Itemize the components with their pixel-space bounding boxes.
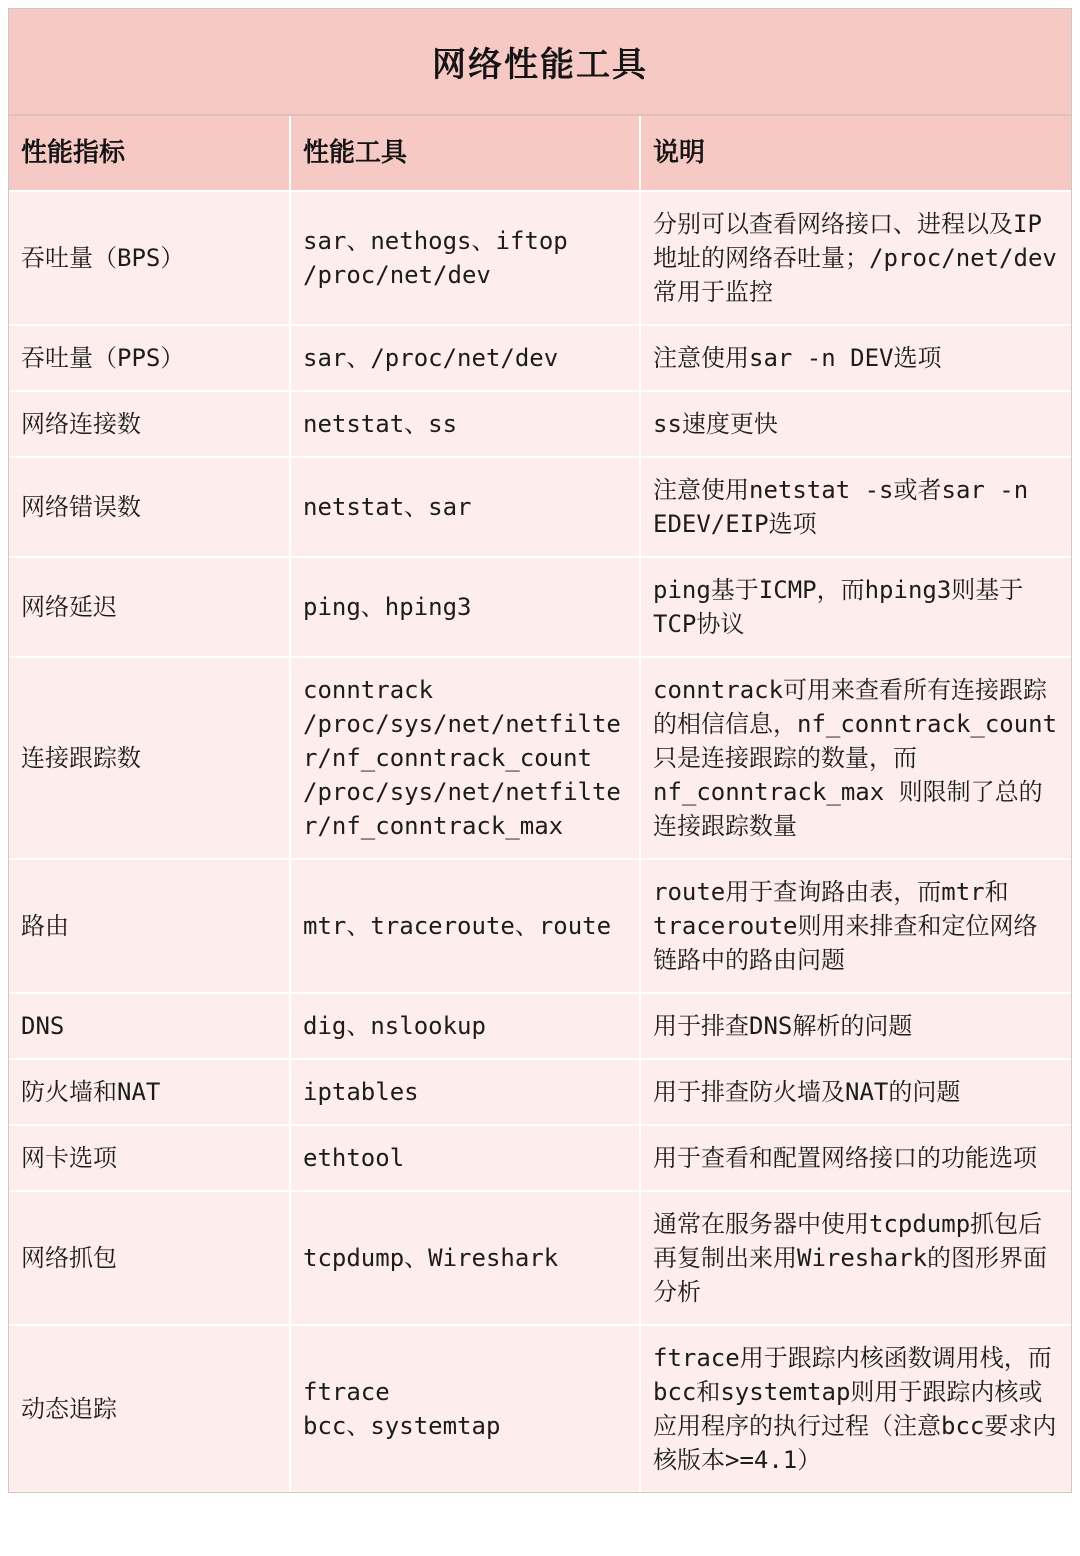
tool-line: tcpdump、Wireshark [303, 1244, 559, 1272]
metric-cell: 网络延迟 [21, 593, 117, 621]
column-header-description: 说明 [639, 116, 1071, 190]
metric-cell: 网卡选项 [21, 1144, 117, 1172]
desc-cell: ss速度更快 [639, 392, 1071, 456]
table-row [9, 656, 1071, 858]
network-performance-tools-table [8, 8, 1072, 1493]
tool-line: ethtool [303, 1144, 405, 1172]
table-row [9, 1324, 1071, 1492]
metric-cell: 动态追踪 [21, 1395, 117, 1423]
column-header-tools: 性能工具 [289, 116, 639, 190]
tool-line: ping、hping3 [303, 593, 472, 621]
tool-line: mtr、traceroute、route [303, 912, 612, 940]
metric-cell: 网络抓包 [21, 1244, 117, 1272]
desc-cell: route用于查询路由表，而mtr和traceroute则用来排查和定位网络链路中的路由问题 [639, 860, 1071, 992]
tool-line: /proc/sys/net/netfilter/nf_conntrack_count [303, 710, 621, 772]
table-row [9, 858, 1071, 992]
tool-line: sar、nethogs、iftop [303, 227, 568, 255]
table-row [9, 390, 1071, 456]
table-row [9, 190, 1071, 324]
desc-cell: 注意使用sar -n DEV选项 [639, 326, 1071, 390]
tool-line: iptables [303, 1078, 419, 1106]
tool-line: sar、/proc/net/dev [303, 344, 559, 372]
table-row [9, 556, 1071, 656]
table-header-row [9, 116, 1071, 190]
table-row [9, 1190, 1071, 1324]
tool-line: netstat、sar [303, 493, 472, 521]
metric-cell: 连接跟踪数 [21, 744, 141, 772]
metric-cell: 网络错误数 [21, 493, 141, 521]
desc-cell: 通常在服务器中使用tcpdump抓包后再复制出来用Wireshark的图形界面分析 [639, 1192, 1071, 1324]
desc-cell: 注意使用netstat -s或者sar -n EDEV/EIP选项 [639, 458, 1071, 556]
table-body [9, 190, 1071, 1492]
metric-cell: 防火墙和NAT [21, 1078, 161, 1106]
table-row [9, 992, 1071, 1058]
tools-cell [289, 458, 639, 556]
table-row [9, 1058, 1071, 1124]
tool-line: /proc/sys/net/netfilter/nf_conntrack_max [303, 778, 621, 840]
tool-line: dig、nslookup [303, 1012, 486, 1040]
tools-cell [289, 1192, 639, 1324]
desc-cell: 用于排查防火墙及NAT的问题 [639, 1060, 1071, 1124]
tool-line: netstat、ss [303, 410, 458, 438]
table-row [9, 456, 1071, 556]
column-header-metric: 性能指标 [21, 138, 126, 168]
desc-cell: 用于排查DNS解析的问题 [639, 994, 1071, 1058]
metric-cell: DNS [21, 1012, 65, 1040]
tools-cell [289, 1126, 639, 1190]
desc-cell: 用于查看和配置网络接口的功能选项 [639, 1126, 1071, 1190]
metric-cell: 吞吐量（PPS） [21, 344, 185, 372]
tool-line: conntrack [303, 676, 434, 704]
tools-cell [289, 558, 639, 656]
tools-cell [289, 994, 639, 1058]
table-row [9, 324, 1071, 390]
table-row [9, 1124, 1071, 1190]
tools-cell [289, 1326, 639, 1492]
tool-line: /proc/net/dev [303, 261, 491, 289]
tools-cell [289, 392, 639, 456]
metric-cell: 路由 [21, 912, 69, 940]
tool-line: bcc、systemtap [303, 1412, 501, 1440]
tools-cell [289, 192, 639, 324]
metric-cell: 网络连接数 [21, 410, 141, 438]
tools-cell [289, 658, 639, 858]
desc-cell: conntrack可用来查看所有连接跟踪的相信信息，nf_conntrack_count只是连接跟踪的数量，而nf_conntrack_max 则限制了总的连接跟踪数量 [639, 658, 1071, 858]
table-title: 网络性能工具 [9, 9, 1071, 116]
tools-cell [289, 326, 639, 390]
tools-cell [289, 1060, 639, 1124]
desc-cell: ftrace用于跟踪内核函数调用栈，而bcc和systemtap则用于跟踪内核或应用程序的执行过程（注意bcc要求内核版本>=4.1） [639, 1326, 1071, 1492]
desc-cell: ping基于ICMP，而hping3则基于TCP协议 [639, 558, 1071, 656]
desc-cell: 分别可以查看网络接口、进程以及IP地址的网络吞吐量；/proc/net/dev常用于监控 [639, 192, 1071, 324]
tools-cell [289, 860, 639, 992]
metric-cell: 吞吐量（BPS） [21, 244, 185, 272]
tool-line: ftrace [303, 1378, 390, 1406]
